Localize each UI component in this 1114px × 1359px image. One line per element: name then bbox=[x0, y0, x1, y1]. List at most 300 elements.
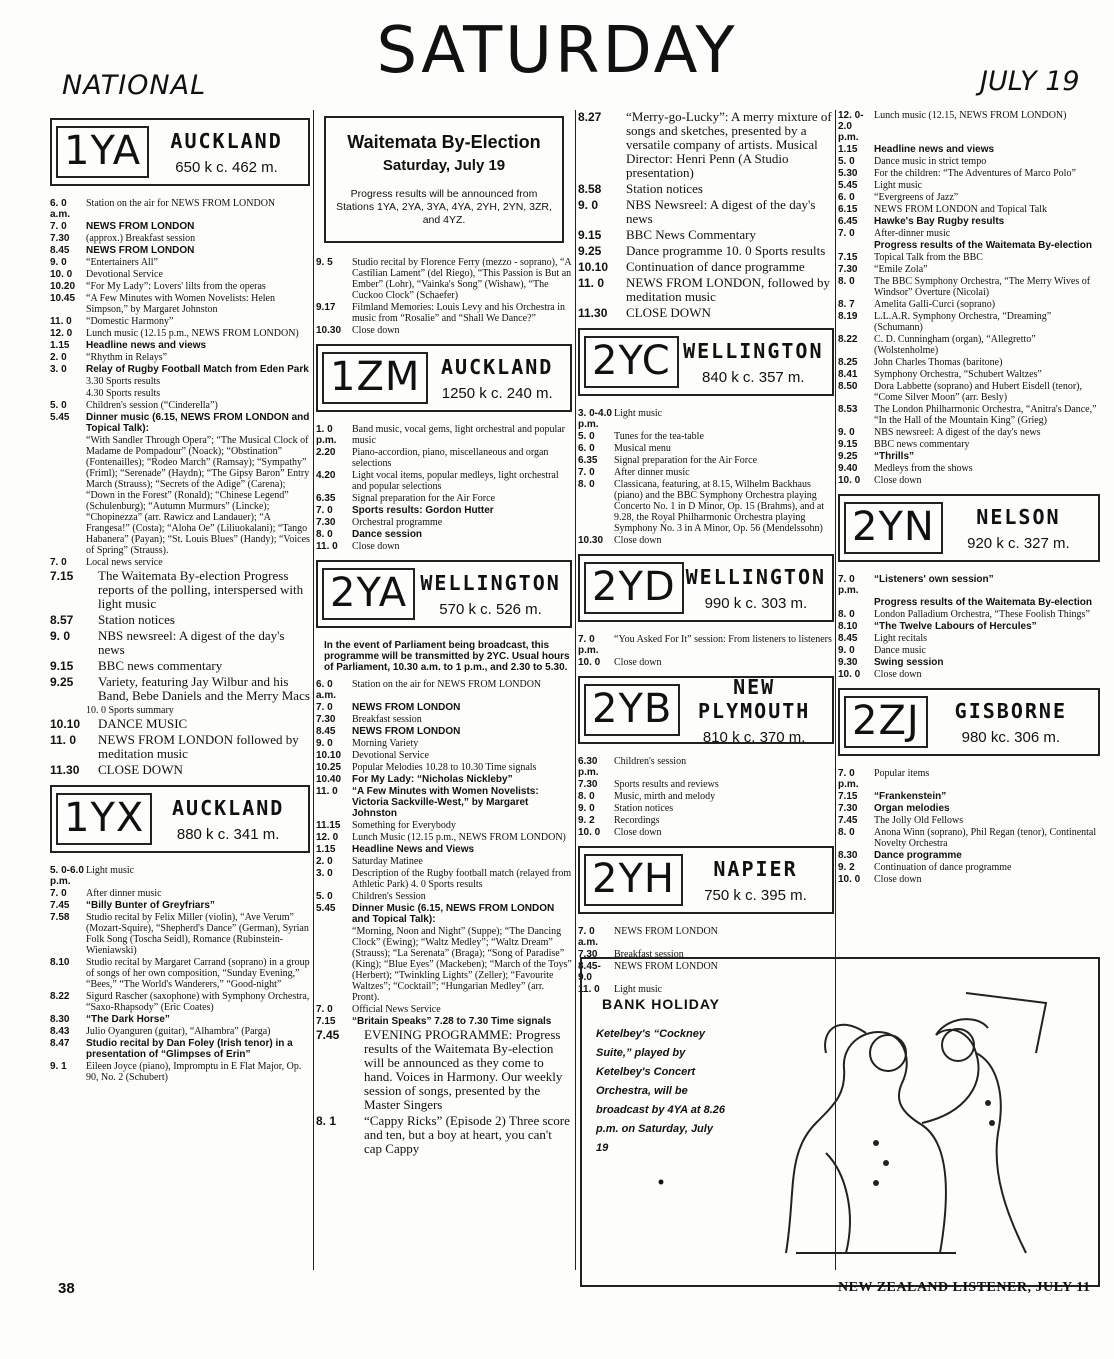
program-text: Dance music bbox=[874, 645, 926, 656]
program-time: 8.45-9.0 bbox=[578, 961, 601, 983]
notice-subtitle: Saturday, July 19 bbox=[382, 157, 506, 174]
program-row bbox=[838, 180, 1100, 191]
program-row bbox=[838, 381, 1100, 403]
program-row bbox=[578, 306, 834, 320]
program-row bbox=[50, 1026, 310, 1037]
program-row bbox=[50, 412, 310, 434]
program-text: Organ melodies bbox=[874, 803, 950, 814]
program-row bbox=[838, 192, 1100, 203]
program-text: Close down bbox=[614, 827, 662, 838]
program-time: 12. 0 bbox=[316, 832, 339, 843]
program-text: Close down bbox=[874, 669, 922, 680]
station-city: AUCKLAND bbox=[171, 795, 285, 820]
program-text: DANCE MUSIC bbox=[98, 716, 188, 731]
program-row bbox=[838, 621, 1100, 632]
program-time: 11. 0 bbox=[578, 984, 600, 995]
program-row bbox=[838, 633, 1100, 644]
program-time bbox=[316, 926, 352, 1003]
program-row bbox=[50, 705, 310, 716]
program-row bbox=[50, 340, 310, 351]
program-row bbox=[838, 439, 1100, 450]
program-text: Close down bbox=[874, 475, 922, 486]
program-text: NEWS FROM LONDON bbox=[614, 961, 718, 972]
program-text: Medleys from the shows bbox=[874, 463, 973, 474]
program-time: 5. 0 bbox=[578, 431, 595, 442]
program-text: Progress results of the Waitemata By-election bbox=[874, 240, 1093, 251]
program-text: Station notices bbox=[614, 803, 674, 814]
program-row bbox=[50, 293, 310, 315]
program-row bbox=[316, 517, 572, 528]
program-row bbox=[50, 865, 310, 887]
program-row bbox=[838, 427, 1100, 438]
program-row bbox=[316, 1028, 572, 1112]
program-time: 5.45 bbox=[50, 412, 70, 423]
program-text: NEWS FROM LONDON bbox=[352, 726, 461, 737]
station-banner-2ya bbox=[316, 560, 572, 628]
program-row bbox=[50, 257, 310, 268]
program-time: 11. 0 bbox=[316, 786, 338, 797]
program-text: Julio Oyanguren (guitar), “Alhambra” (Parga) bbox=[86, 1026, 271, 1037]
bank-holiday-box-wrap bbox=[580, 945, 1100, 1287]
station-banner-2yh bbox=[578, 846, 834, 914]
program-row bbox=[316, 505, 572, 516]
program-row bbox=[838, 574, 1100, 596]
program-row bbox=[316, 856, 572, 867]
program-time: 11. 0 bbox=[50, 733, 77, 747]
station-city: AUCKLAND bbox=[441, 354, 554, 379]
program-text: Dance music in strict tempo bbox=[874, 156, 987, 167]
program-row bbox=[50, 1014, 310, 1025]
program-time: 5. 0 bbox=[50, 400, 67, 411]
program-list bbox=[316, 424, 572, 552]
program-row bbox=[316, 762, 572, 773]
program-text: Amelita Galli-Curci (soprano) bbox=[874, 299, 996, 310]
program-row bbox=[578, 779, 834, 790]
program-time: 12. 0 bbox=[50, 328, 73, 339]
program-time: 10.25 bbox=[316, 762, 342, 773]
program-text: Classicana, featuring, at 8.15, Wilhelm Backhaus (piano) and the BBC Symphony Orchestra playing Concerto No. 1 in D Minor, Op. 15 (Brahms), and at 9.28, the Royal Philharmonic Orchestra playing Symphony No. 3 in A Minor, Op. 56 (Mendelssohn) bbox=[614, 479, 825, 534]
program-time: 8. 1 bbox=[316, 1114, 337, 1128]
program-time: 6. 0 bbox=[578, 443, 595, 454]
program-time: 6.15 bbox=[838, 204, 858, 215]
program-row bbox=[838, 609, 1100, 620]
program-time: 4.20 bbox=[316, 470, 336, 481]
station-frequency: 880 k c. 341 m. bbox=[176, 825, 280, 843]
program-text: John Charles Thomas (baritone) bbox=[874, 357, 1003, 368]
program-row bbox=[838, 276, 1100, 298]
program-text: “A Few Minutes with Women Novelists: Helen Simpson,” by Margaret Johnston bbox=[86, 293, 275, 315]
program-time: 8.45 bbox=[838, 633, 858, 644]
program-text: The Jolly Old Fellows bbox=[874, 815, 964, 826]
program-text: Band music, vocal gems, light orchestral and popular music bbox=[352, 424, 566, 446]
program-row bbox=[838, 240, 1100, 251]
program-text: “With Sandler Through Opera”; “The Musical Clock of Madame de Pompadour” (Noack); “Obstination” (Fontenailles); “Rodeo March” (Ramsay); “Sympathy” (Friml); “Serenade” (Haydn); “The Gipsy Baron” Entry March (Strauss); “Secrets of the Adige” (Carena); “Down in the Forest” (Ronald); “Chinese Legend” (Schulenburg); “Autumn Murmurs” (Lincke); “Chopinezza” (arr. Rawicz and Landauer); “A Frangesa!” (Costa); “Aloha Oe” (Liliuokalani); “Tango Habanera” (Payan); “St. Louis Blues” (Handy); “Voices of Spring” (Strauss). bbox=[86, 435, 310, 556]
bullet-icon: • bbox=[657, 1172, 665, 1192]
program-row bbox=[50, 198, 310, 220]
program-row bbox=[50, 957, 310, 990]
program-text: Topical Talk from the BBC bbox=[874, 252, 983, 263]
program-text: Continuation of dance programme bbox=[874, 862, 1012, 873]
program-time: 9.25 bbox=[578, 244, 602, 258]
program-text: Something for Everybody bbox=[352, 820, 456, 831]
program-time: 2. 0 bbox=[50, 352, 67, 363]
program-time: 8. 0 bbox=[316, 529, 333, 540]
program-time: 8.43 bbox=[50, 1026, 70, 1037]
program-time: 5.30 bbox=[838, 168, 858, 179]
program-text: Dora Labbette (soprano) and Hubert Eisdell (tenor), “Come Silver Moon” (arr. Besly) bbox=[874, 381, 1082, 403]
program-time: 8.19 bbox=[838, 311, 858, 322]
program-list bbox=[578, 756, 834, 838]
program-row bbox=[50, 557, 310, 568]
program-row bbox=[50, 316, 310, 327]
program-time: 7.58 bbox=[50, 912, 70, 923]
program-text: Light music bbox=[614, 984, 663, 995]
program-text: Tunes for the tea-table bbox=[614, 431, 704, 442]
program-row bbox=[316, 1004, 572, 1015]
program-time: 7. 0 p.m. bbox=[578, 634, 599, 656]
program-text: Headline News and Views bbox=[352, 844, 475, 855]
program-text: Description of the Rugby football match (relayed from Athletic Park) 4. 0 Sports results bbox=[352, 868, 572, 890]
program-time: 8.22 bbox=[838, 334, 858, 345]
program-text: Light music bbox=[614, 408, 663, 419]
program-text: For My Lady: “Nicholas Nickleby” bbox=[352, 774, 513, 785]
program-time: 6.45 bbox=[838, 216, 858, 227]
program-time: 9. 0 bbox=[578, 198, 599, 212]
program-text: Close down bbox=[352, 541, 400, 552]
program-row bbox=[316, 774, 572, 785]
program-time: 8.45 bbox=[50, 245, 70, 256]
program-time: 10. 0 bbox=[838, 874, 861, 885]
program-text: Relay of Rugby Football Match from Eden Park bbox=[86, 364, 309, 375]
station-banner-1ya bbox=[50, 118, 310, 186]
program-time: 6.35 bbox=[578, 455, 598, 466]
program-time: 10. 0 bbox=[578, 657, 601, 668]
program-time: 8.57 bbox=[50, 613, 74, 627]
program-row bbox=[316, 470, 572, 492]
program-text: Sports results: Gordon Hutter bbox=[352, 505, 494, 516]
program-time: 9. 0 bbox=[578, 803, 595, 814]
program-text: NEWS FROM LONDON bbox=[86, 221, 195, 232]
program-time: 11. 0 bbox=[578, 276, 605, 290]
program-row bbox=[316, 714, 572, 725]
program-row bbox=[50, 991, 310, 1013]
program-row bbox=[838, 451, 1100, 462]
program-row bbox=[578, 443, 834, 454]
program-time: 9.15 bbox=[838, 439, 858, 450]
program-time: 8.45 bbox=[316, 726, 336, 737]
program-row bbox=[50, 221, 310, 232]
program-row bbox=[838, 110, 1100, 143]
program-time: 3. 0 bbox=[50, 364, 67, 375]
program-text: The BBC Symphony Orchestra, “The Merry Wives of Windsor” Overture (Nicolai) bbox=[874, 276, 1091, 298]
program-text: NBS Newsreel: A digest of the day's news bbox=[626, 197, 816, 226]
program-time: 9.30 bbox=[838, 657, 858, 668]
program-time bbox=[50, 435, 86, 556]
program-time: 9.40 bbox=[838, 463, 858, 474]
program-text: Sports results and reviews bbox=[614, 779, 719, 790]
program-text: Continuation of dance programme bbox=[626, 259, 805, 274]
program-row bbox=[316, 302, 572, 324]
program-time: 7.30 bbox=[316, 517, 336, 528]
program-row bbox=[838, 463, 1100, 474]
program-text: Signal preparation for the Air Force bbox=[614, 455, 758, 466]
program-row bbox=[316, 541, 572, 552]
program-text: Studio recital by Dan Foley (Irish tenor) in a presentation of “Glimpses of Erin” bbox=[86, 1038, 293, 1060]
program-row bbox=[838, 216, 1100, 227]
station-frequency: 650 k c. 462 m. bbox=[175, 158, 278, 176]
program-time: 8.47 bbox=[50, 1038, 70, 1049]
program-text: Studio recital by Florence Ferry (mezzo - soprano), “A Castilian Lament” (del Riego), “This Passion is But an Ember” (Lohr), “Vainka's Song” (Wishaw), “The Cuckoo Clock” (Schaefer) bbox=[352, 257, 572, 301]
program-row bbox=[838, 264, 1100, 275]
program-time: 7.30 bbox=[838, 803, 858, 814]
program-time: 7.15 bbox=[50, 569, 74, 583]
column-2 bbox=[316, 110, 572, 1158]
program-time: 9. 0 bbox=[50, 629, 71, 643]
program-list bbox=[50, 198, 310, 777]
program-text: Children's Session bbox=[352, 891, 426, 902]
program-text: Official News Service bbox=[352, 1004, 441, 1015]
program-text: “Morning, Noon and Night” (Suppe); “The Dancing Clock” (Ewing); “Waltz Medley”; “Waltz Dream” (Strauss); “La Serenata” (Braga); “Song of Paradise” (King); “Blue Eyes” (Mackeben); “March of the Toys” (Herbert); “Twinkling Lights” (Zeller); “Favourite Waltzes”; “Cocktail”; “Hungarian Medley” (arr. Pront). bbox=[352, 926, 572, 1003]
program-time: 8.10 bbox=[50, 957, 70, 968]
station-city: WELLINGTON bbox=[685, 564, 827, 589]
program-time: 10. 0 bbox=[578, 827, 601, 838]
program-row bbox=[838, 357, 1100, 368]
program-text: Devotional Service bbox=[352, 750, 429, 761]
program-row bbox=[316, 529, 572, 540]
program-time: 10.10 bbox=[578, 260, 609, 274]
station-call-sign: 1YA bbox=[56, 126, 149, 178]
program-text: 10. 0 Sports summary bbox=[86, 705, 174, 716]
station-call-sign: 2YB bbox=[584, 684, 680, 736]
station-banner-2zj bbox=[838, 688, 1100, 756]
program-time: 9. 0 bbox=[838, 645, 855, 656]
program-text: NEWS FROM LONDON and Topical Talk bbox=[874, 204, 1047, 215]
program-row bbox=[578, 657, 834, 668]
program-list bbox=[578, 634, 834, 668]
program-row bbox=[838, 475, 1100, 486]
program-time: 8. 0 bbox=[838, 609, 855, 620]
program-text: Dance programme 10. 0 Sports results bbox=[626, 243, 826, 258]
program-time: 10.40 bbox=[316, 774, 342, 785]
program-row bbox=[838, 850, 1100, 861]
program-time: 5. 0-6.0 p.m. bbox=[50, 865, 84, 887]
cockney-illustration bbox=[726, 973, 1084, 1271]
program-row bbox=[578, 803, 834, 814]
program-row bbox=[838, 228, 1100, 239]
station-frequency: 570 k c. 526 m. bbox=[439, 600, 542, 618]
program-time: 9.25 bbox=[50, 675, 74, 689]
program-text: Light music bbox=[874, 180, 923, 191]
program-row bbox=[50, 281, 310, 292]
program-text: “Domestic Harmony” bbox=[86, 316, 174, 327]
program-text: “A Few Minutes with Women Novelists: Victoria Sackville-West,” by Margaret Johnston bbox=[352, 786, 539, 819]
program-row bbox=[838, 874, 1100, 885]
program-row bbox=[50, 900, 310, 911]
program-time: 11.30 bbox=[50, 763, 80, 777]
program-text: Close down bbox=[614, 535, 662, 546]
column-divider bbox=[313, 110, 314, 1270]
program-row bbox=[316, 726, 572, 737]
program-text: Light recitals bbox=[874, 633, 928, 644]
program-time: 5.45 bbox=[316, 903, 336, 914]
program-row bbox=[316, 820, 572, 831]
program-time: 1.15 bbox=[50, 340, 70, 351]
program-text: Progress results of the Waitemata By-election bbox=[874, 597, 1093, 608]
program-time: 8.58 bbox=[578, 182, 602, 196]
program-text: NBS newsreel: A digest of the day's news bbox=[98, 628, 285, 657]
program-text: C. D. Cunningham (organ), “Allegretto” (Wolstenholme) bbox=[874, 334, 1036, 356]
program-time: 5.45 bbox=[838, 180, 858, 191]
program-text: Studio recital by Margaret Carrand (soprano) in a group of songs of her own composition, “Sunday Evening,” “Bees,” “The World's Wanderers,” “Good-night” bbox=[86, 957, 310, 990]
station-call-sign: 2YH bbox=[584, 854, 683, 906]
program-row bbox=[838, 768, 1100, 790]
program-text: BBC news commentary bbox=[874, 439, 970, 450]
station-frequency: 1250 k c. 240 m. bbox=[441, 384, 553, 402]
program-time: 8. 0 bbox=[578, 791, 595, 802]
station-call-sign: 2ZJ bbox=[844, 696, 928, 748]
program-time: 11. 0 bbox=[50, 316, 72, 327]
program-list bbox=[578, 110, 834, 320]
program-time bbox=[50, 705, 86, 716]
program-row bbox=[578, 182, 834, 196]
program-row bbox=[50, 912, 310, 956]
program-row bbox=[316, 750, 572, 761]
program-row bbox=[50, 763, 310, 777]
program-row bbox=[50, 569, 310, 611]
program-row bbox=[50, 435, 310, 556]
program-text: Swing session bbox=[874, 657, 944, 668]
holiday-text: Ketelbey's “Cockney Suite,” played by Ketelbey's Concert Orchestra, will be broadcast by 4YA at 8.26 p.m. on Saturday, July 19 bbox=[596, 1028, 725, 1154]
program-row bbox=[838, 168, 1100, 179]
program-text: Eileen Joyce (piano), Impromptu in E Flat Major, Op. 90, No. 2 (Schubert) bbox=[86, 1061, 302, 1083]
program-row bbox=[578, 756, 834, 778]
program-row bbox=[578, 467, 834, 478]
program-time: 7. 0 bbox=[578, 467, 595, 478]
program-text: Close down bbox=[874, 874, 922, 885]
program-time: 10. 0 bbox=[838, 669, 861, 680]
program-time: 7.30 bbox=[578, 779, 598, 790]
column-3 bbox=[578, 110, 834, 996]
program-text: Light vocal items, popular medleys, light orchestral and popular selections bbox=[352, 470, 559, 492]
program-row bbox=[838, 311, 1100, 333]
program-time: 7.30 bbox=[838, 264, 858, 275]
station-city: NEW PLYMOUTH bbox=[698, 674, 811, 723]
program-time: 8.50 bbox=[838, 381, 858, 392]
program-time: 11. 0 bbox=[316, 541, 338, 552]
program-time: 8. 7 bbox=[838, 299, 855, 310]
program-text: Light music bbox=[86, 865, 135, 876]
program-time: 9.25 bbox=[838, 451, 858, 462]
program-row bbox=[316, 424, 572, 446]
page-date: JULY 19 bbox=[980, 66, 1080, 97]
program-list bbox=[316, 257, 572, 336]
program-time: 6. 0 a.m. bbox=[316, 679, 337, 701]
program-time: 9.15 bbox=[578, 228, 602, 242]
program-row bbox=[838, 144, 1100, 155]
program-row bbox=[838, 299, 1100, 310]
program-row bbox=[838, 862, 1100, 873]
station-call-sign: 2YD bbox=[584, 562, 684, 614]
program-row bbox=[50, 269, 310, 280]
program-text: Headline news and views bbox=[86, 340, 207, 351]
program-time: 9.17 bbox=[316, 302, 336, 313]
program-text: After dinner music bbox=[614, 467, 690, 478]
program-row bbox=[838, 803, 1100, 814]
program-text: The Waitemata By-election Progress reports of the polling, interspersed with light music bbox=[98, 568, 304, 611]
column-1 bbox=[50, 110, 310, 1084]
program-row bbox=[838, 645, 1100, 656]
program-text: Lunch music (12.15, NEWS FROM LONDON) bbox=[874, 110, 1067, 121]
program-text: Headline news and views bbox=[874, 144, 995, 155]
parliament-note: In the event of Parliament being broadcast, this programme will be transmitted by 2YC. Usual hours of Parliament, 10.30 a.m. to 1 p.m., and 2.30 to 5.30. bbox=[324, 640, 570, 673]
station-frequency: 990 k c. 303 m. bbox=[704, 594, 808, 612]
program-text: Station notices bbox=[98, 612, 175, 627]
program-row bbox=[578, 260, 834, 274]
program-time: 10.10 bbox=[50, 717, 81, 731]
program-row bbox=[316, 257, 572, 301]
program-text: NEWS FROM LONDON, followed by meditation music bbox=[626, 275, 831, 304]
program-time: 7. 0 p.m. bbox=[838, 768, 859, 790]
program-time: 7. 0 p.m. bbox=[838, 574, 859, 596]
station-call-sign: 2YA bbox=[322, 568, 415, 620]
program-text: “Thrills” bbox=[874, 451, 915, 462]
program-row bbox=[316, 1016, 572, 1027]
program-row bbox=[578, 276, 834, 304]
masthead-footer: NEW ZEALAND LISTENER, JULY 11 bbox=[838, 1280, 1091, 1295]
program-time: 7.30 bbox=[316, 714, 336, 725]
program-list bbox=[578, 408, 834, 546]
station-banner-1zm bbox=[316, 344, 572, 412]
program-row bbox=[838, 597, 1100, 608]
program-row bbox=[578, 827, 834, 838]
program-row bbox=[838, 204, 1100, 215]
station-banner-2yd bbox=[578, 554, 834, 622]
program-text: Lunch Music (12.15 p.m., NEWS FROM LONDON) bbox=[352, 832, 566, 843]
program-row bbox=[578, 198, 834, 226]
program-list bbox=[838, 110, 1100, 486]
station-call-sign: 1YX bbox=[56, 793, 152, 845]
section-label: NATIONAL bbox=[62, 70, 207, 101]
program-text: “Emile Zola” bbox=[874, 264, 928, 275]
program-row bbox=[50, 233, 310, 244]
program-time: 7.45 bbox=[838, 815, 858, 826]
program-text: NEWS FROM LONDON followed by meditation music bbox=[98, 732, 299, 761]
program-text: NBS newsreel: A digest of the day's news bbox=[874, 427, 1041, 438]
program-time bbox=[50, 388, 86, 399]
program-time: 9. 2 bbox=[578, 815, 595, 826]
program-text: L.L.A.R. Symphony Orchestra, “Dreaming” (Schumann) bbox=[874, 311, 1052, 333]
program-text: Close down bbox=[614, 657, 662, 668]
program-time: 8.30 bbox=[838, 850, 858, 861]
program-time: 8.25 bbox=[838, 357, 858, 368]
program-time: 6.35 bbox=[316, 493, 336, 504]
station-city: NELSON bbox=[976, 504, 1061, 529]
program-text: The London Philharmonic Orchestra, “Anitra's Dance,” “In the Hall of the Mountain King” (Grieg) bbox=[874, 404, 1097, 426]
program-time: 7. 0 bbox=[838, 228, 855, 239]
program-time: 7.15 bbox=[316, 1016, 336, 1027]
program-time: 7.15 bbox=[838, 791, 858, 802]
program-text: Children's session (“Cinderella”) bbox=[86, 400, 218, 411]
program-time: 7. 0 bbox=[50, 888, 67, 899]
program-row bbox=[578, 479, 834, 534]
program-time: 9. 5 bbox=[316, 257, 333, 268]
program-text: “Cappy Ricks” (Episode 2) Three score and ten, but a boy at heart, you can't cap Cappy bbox=[364, 1113, 570, 1156]
program-time: 8.53 bbox=[838, 404, 858, 415]
notice-text: Progress results will be announced from Stations 1YA, 2YA, 3YA, 4YA, 2YH, 2YN, 3ZR, and 4YZ. bbox=[336, 188, 552, 226]
holiday-title: BANK HOLIDAY bbox=[601, 996, 721, 1012]
program-text: London Palladium Orchestra, “These Foolish Things” bbox=[874, 609, 1090, 620]
program-row bbox=[50, 328, 310, 339]
